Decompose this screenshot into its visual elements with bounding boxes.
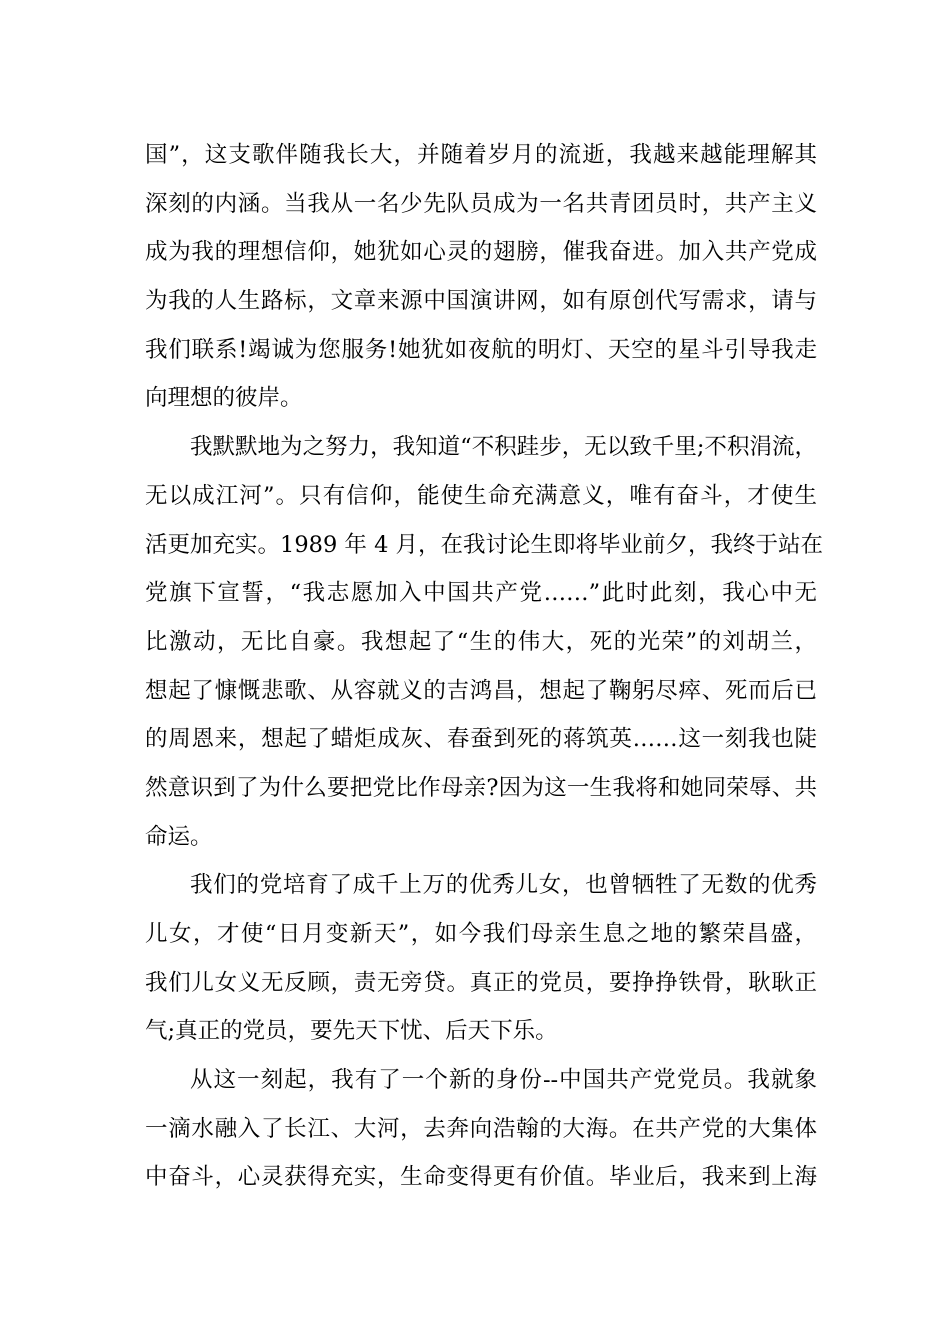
paragraph-3	[145, 861, 817, 1056]
text-line: 我默默地为之努力，我知道“不积跬步，无以致千里;不积涓流，	[190, 434, 817, 461]
text-line: 的周恩来，想起了蜡炬成灰、春蚕到死的蒋筑英……这一刻我也陡	[145, 726, 817, 753]
document-body	[145, 131, 824, 1202]
text-line: 想起了慷慨悲歌、从容就义的吉鸿昌，想起了鞠躬尽瘁、死而后已	[145, 677, 817, 704]
text-line: 国”，这支歌伴随我长大，并随着岁月的流逝，我越来越能理解其	[145, 142, 817, 168]
text-line: 一滴水融入了长江、大河，去奔向浩翰的大海。在共产党的大集体	[145, 1115, 817, 1142]
paragraph-4	[145, 1056, 817, 1202]
paragraph-1	[145, 131, 817, 423]
text-line: 从这一刻起，我有了一个新的身份--中国共产党党员。我就象	[190, 1067, 817, 1094]
text-line: 我们的党培育了成千上万的优秀儿女，也曾牺牲了无数的优秀	[190, 872, 817, 899]
text-line: 向理想的彼岸。	[145, 385, 303, 412]
text-line: 中奋斗，心灵获得充实，生命变得更有价值。毕业后，我来到上海	[145, 1164, 817, 1191]
text-line: 我们联系!竭诚为您服务!她犹如夜航的明灯、天空的星斗引导我走	[145, 336, 817, 363]
text-line: 我们儿女义无反顾，责无旁贷。真正的党员，要挣挣铁骨，耿耿正	[145, 969, 817, 996]
text-line: 党旗下宣誓，“我志愿加入中国共产党……”此时此刻，我心中无	[145, 580, 817, 607]
text-line: 无以成江河”。只有信仰，能使生命充满意义，唯有奋斗，才使生	[145, 482, 817, 509]
text-line: 儿女，才使“日月变新天”，如今我们母亲生息之地的繁荣昌盛，	[145, 921, 817, 947]
text-line: 活更加充实。1989 年 4 月，在我讨论生即将毕业前夕，我终于站在	[145, 531, 824, 558]
text-line: 气;真正的党员，要先天下忧、后天下乐。	[145, 1018, 558, 1045]
text-line: 然意识到了为什么要把党比作母亲?因为这一生我将和她同荣辱、共	[145, 774, 817, 801]
text-line: 成为我的理想信仰，她犹如心灵的翅膀，催我奋进。加入共产党成	[145, 239, 817, 266]
text-line: 比激动，无比自豪。我想起了“生的伟大，死的光荣”的刘胡兰，	[145, 628, 817, 655]
text-line: 深刻的内涵。当我从一名少先队员成为一名共青团员时，共产主义	[145, 190, 817, 217]
paragraph-2	[145, 423, 824, 861]
text-line: 命运。	[145, 823, 213, 850]
text-line: 为我的人生路标，文章来源中国演讲网，如有原创代写需求，请与	[145, 288, 817, 315]
